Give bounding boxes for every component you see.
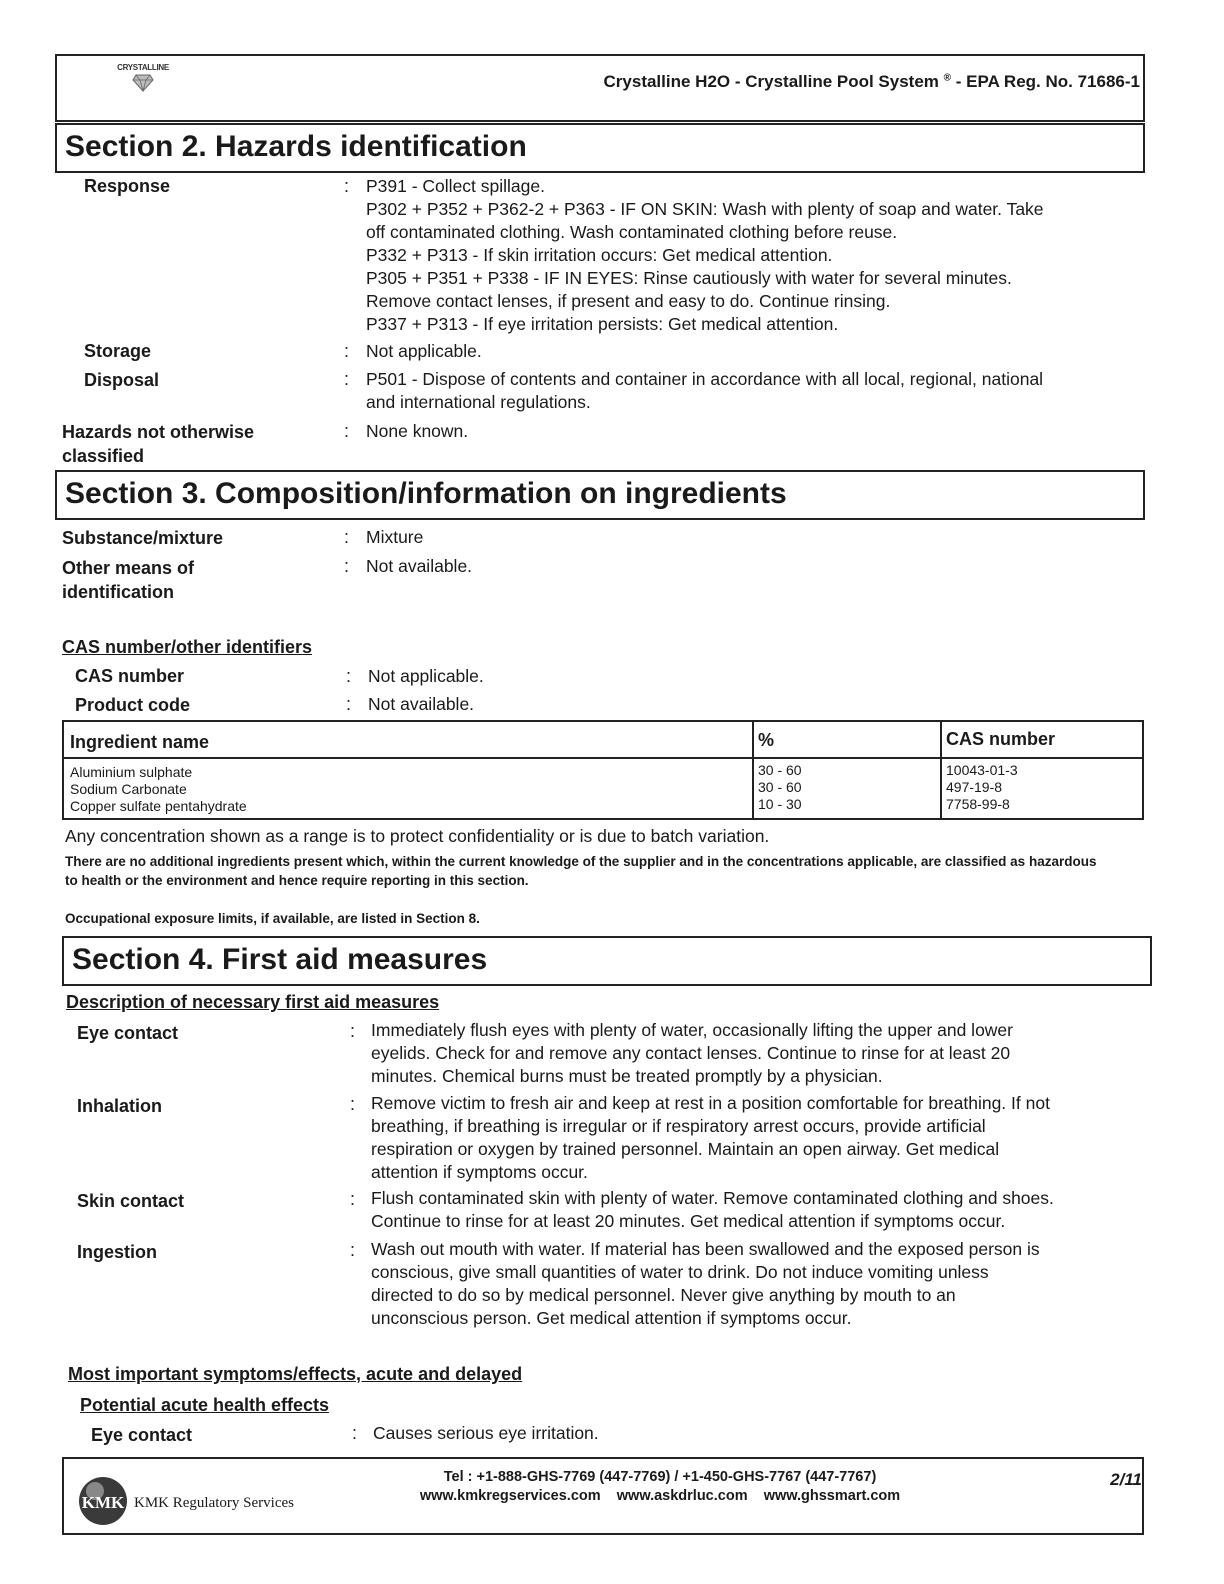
ingredient-cas-numbers [946,762,1018,813]
crystalline-logo [113,63,173,97]
range-note: Any concentration shown as a range is to protect confidentiality or is due to batch variation. [65,826,770,846]
product-name: Crystalline H2O - Crystalline Pool System [603,72,939,91]
substance-mixture-label: Substance/mixture [62,528,224,548]
kmk-company-name: KMK Regulatory Services [134,1495,294,1511]
diamond-icon [132,74,154,92]
ingredient-name-header: Ingredient name [70,732,210,752]
ingredient-names [70,764,247,815]
disposal-value: P501 - Dispose of contents and container in accordance with all local, regional, national and international regulations. [366,369,1044,412]
cas-number-label: CAS number [75,666,185,686]
additional-ingredients-note: There are no additional ingredients present which, within the current knowledge of the supplier and in the concentrations applicable, are classified as hazardous to health or the environment and hence require reporting in this section. [65,854,1097,888]
footer-contact [390,1468,930,1506]
kmk-logo-text: KMK [81,1493,125,1512]
inhalation-label: Inhalation [77,1096,162,1116]
page-number: 2/11 [1110,1470,1142,1489]
cas-identifiers-heading: CAS number/other identifiers [62,637,313,657]
table-row: 10 - 30 [758,796,802,812]
response-value: P391 - Collect spillage. P302 + P352 + P362-2 + P363 - IF ON SKIN: Wash with plenty of soap and water. Take off contaminated clothing. Wash contaminated clothing before reuse. P332 + P313 - If skin irritation occurs: Get medical attention. P305 + P351 + P338 - IF IN EYES: Rinse cautiously with water for several minutes. Remove contact lenses, if present and easy to do. Continue rinsing. P337 + P313 - If eye irritation persists: Get medical attention. [366,176,1044,334]
eye-contact-label: Eye contact [77,1023,179,1043]
epa-registration: - EPA Reg. No. 71686-1 [955,72,1140,91]
skin-contact-value: Flush contaminated skin with plenty of water. Remove contaminated clothing and shoes. Continue to rinse for at least 20 minutes. Get medical attention if symptoms occur. [371,1188,1054,1231]
table-row: Copper sulfate pentahydrate [70,798,247,814]
symptoms-heading: Most important symptoms/effects, acute and delayed [68,1364,523,1384]
section-3-title: Section 3. Composition/information on ingredients [65,477,787,510]
other-means-value: Not available. [366,556,473,576]
storage-value: Not applicable. [366,341,482,361]
footer-websites: www.kmkregservices.com www.askdrluc.com www.ghssmart.com [419,1488,901,1504]
table-row: 10043-01-3 [946,762,1018,778]
section-4-header [62,936,1152,986]
acute-eye-contact-label: Eye contact [91,1425,193,1445]
percent-header: % [758,730,775,750]
skin-contact-label: Skin contact [77,1191,185,1211]
first-aid-description-heading: Description of necessary first aid measures [66,992,440,1012]
acute-effects-heading: Potential acute health effects [80,1395,330,1415]
substance-mixture-value: Mixture [366,527,424,547]
other-means-label: Other means of identification [62,558,195,602]
table-row: Aluminium sulphate [70,764,193,780]
section-4-title: Section 4. First aid measures [72,943,488,976]
ingestion-value: Wash out mouth with water. If material has been swallowed and the exposed person is conscious, give small quantities of water to drink. Do not induce vomiting unless directed to do so by medical personnel. Never give anything by mouth to an unconscious person. Get medical attention if symptoms occur. [371,1239,1040,1328]
footer-phone: Tel : +1-888-GHS-7769 (447-7769) / +1-450-GHS-7767 (447-7767) [443,1469,877,1485]
table-row: 7758-99-8 [946,796,1010,812]
hazards-not-classified-label: Hazards not otherwise classified [62,422,255,466]
document-title [604,72,1140,92]
table-row: 30 - 60 [758,762,802,778]
eye-contact-value: Immediately flush eyes with plenty of water, occasionally lifting the upper and lower eyelids. Check for and remove any contact lenses. Continue to rinse for at least 20 minutes. Chemical burns must be treated promptly by a physician. [371,1020,1013,1086]
section-2-title: Section 2. Hazards identification [65,130,527,163]
exposure-limits-note: Occupational exposure limits, if available, are listed in Section 8. [65,911,480,926]
acute-eye-contact-value: Causes serious eye irritation. [373,1423,599,1443]
ingestion-label: Ingestion [77,1242,157,1262]
kmk-logo-icon [77,1475,129,1527]
product-code-value: Not available. [368,694,475,714]
disposal-label: Disposal [84,370,160,390]
ingredient-percents [758,762,802,813]
table-row: 30 - 60 [758,779,802,795]
table-row: Sodium Carbonate [70,781,187,797]
inhalation-value: Remove victim to fresh air and keep at rest in a position comfortable for breathing. If not breathing, if breathing is irregular or if respiratory arrest occurs, provide artificial respiration or oxygen by trained personnel. Maintain an open airway. Get medical attention if symptoms occur. [371,1093,1050,1182]
section-3-header [55,470,1145,520]
cas-number-value: Not applicable. [368,666,484,686]
table-row: 497-19-8 [946,779,1003,795]
logo-text: CRYSTALLINE [117,63,169,72]
response-label: Response [84,176,171,196]
product-code-label: Product code [75,695,191,715]
storage-label: Storage [84,341,152,361]
ingredients-table [62,720,1144,820]
registered-mark: ® [943,72,952,84]
section-2-header [55,123,1145,173]
cas-number-header: CAS number [946,729,1056,749]
hazards-not-classified-value: None known. [366,421,469,441]
